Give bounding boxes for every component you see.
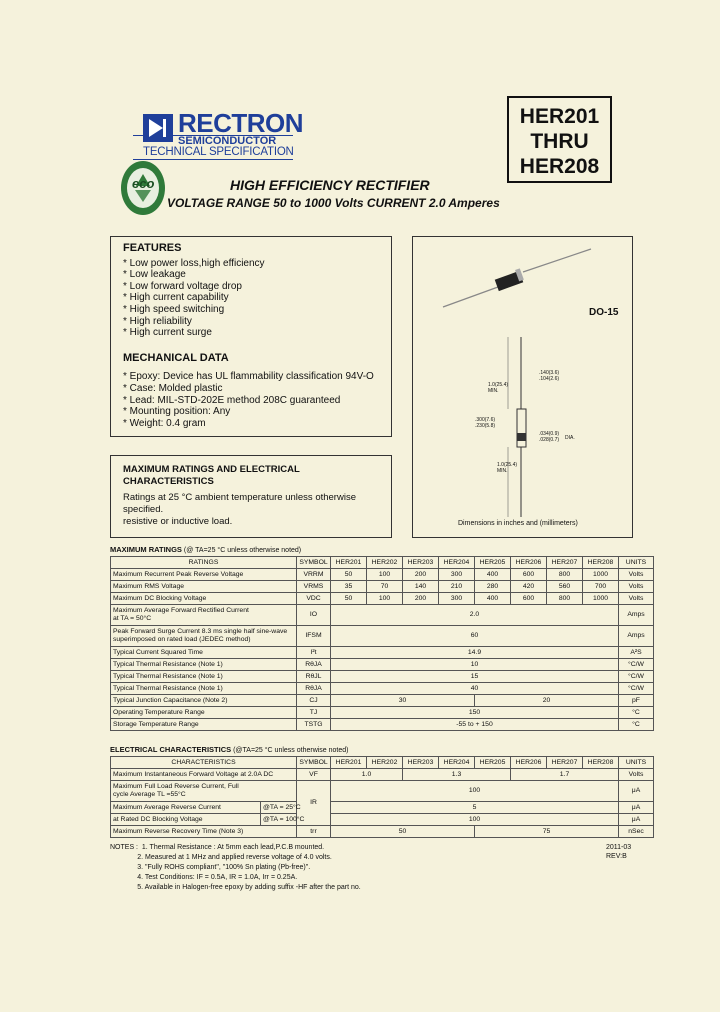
feature-item: * Low leakage [123, 269, 186, 281]
dim-dia-label: DIA. [565, 435, 575, 441]
dim-lead-min-bottom: MIN. [497, 468, 508, 474]
revision-block [606, 843, 631, 861]
electrical-table [110, 756, 654, 838]
ratings-intro-line: resistive or inductive load. [123, 516, 233, 527]
dim-body-len-max: .300(7.6) [475, 417, 496, 423]
page-subtitle: VOLTAGE RANGE 50 to 1000 Volts CURRENT 2.0 Amperes [167, 196, 500, 210]
mechanical-item: * Lead: MIL-STD-202E method 208C guaranteed [123, 394, 341, 406]
note-line: NOTES : 1. Thermal Resistance : At 5mm each lead,P.C.B mounted. [110, 844, 325, 851]
package-diagram-box [412, 236, 633, 538]
table-row: Maximum Average Forward Rectified Current at TA = 50°C IO 2.0 Amps [111, 605, 654, 626]
feature-item: * High current capability [123, 292, 229, 304]
mechanical-item: * Epoxy: Device has UL flammability classification 94V-O [123, 371, 374, 383]
max-ratings-condition: (@ TA=25 °C unless otherwise noted) [183, 547, 302, 554]
header-cell: HER202 [367, 557, 403, 569]
header-cell: HER204 [439, 557, 475, 569]
revision-date: 2011-03 [606, 844, 632, 851]
part-number-box [507, 96, 612, 183]
header-cell: HER201 [331, 557, 367, 569]
note-line: 2. Measured at 1 MHz and applied reverse voltage of 4.0 volts. [110, 854, 332, 861]
header-cell: HER203 [403, 557, 439, 569]
table-row: Operating Temperature Range TJ 150 °C [111, 707, 654, 719]
dim-body-len-min: .230(5.8) [475, 423, 496, 429]
dim-lead-length-top: 1.0(25.4) [488, 382, 509, 388]
technical-spec-label: TECHNICAL SPECIFICATION [143, 146, 294, 158]
notes [110, 843, 361, 893]
table-row: Typical Thermal Resistance (Note 1) RθJL 15 °C/W [111, 671, 654, 683]
part-line-3: HER208 [519, 155, 600, 178]
feature-item: * High current surge [123, 327, 212, 339]
table-row: at Rated DC Blocking Voltage @TA = 100°C 100 μA [111, 814, 654, 826]
brand-name: RECTRON [178, 108, 304, 138]
table-row: Storage Temperature Range TSTG -55 to + 150 °C [111, 719, 654, 731]
table-row: Typical Thermal Resistance (Note 1) RθJA 10 °C/W [111, 659, 654, 671]
header-cell: HER208 [583, 557, 619, 569]
table-row: Maximum RMS Voltage VRMS 35 70 140 210 280 420 560 700 Volts [111, 581, 654, 593]
table-row: Maximum Instantaneous Forward Voltage at 2.0A DC VF 1.0 1.3 1.7 Volts [111, 769, 654, 781]
header-cell: HER205 [475, 557, 511, 569]
features-box [110, 236, 392, 437]
part-line-1: HER201 [519, 105, 600, 128]
dim-lead-min-top: MIN. [488, 388, 499, 394]
table-header-row [111, 557, 654, 569]
feature-item: * High speed switching [123, 303, 225, 315]
elec-condition: (@TA=25 °C unless otherwise noted) [233, 747, 349, 754]
dim-lead-length-bottom: 1.0(25.4) [497, 462, 518, 468]
package-label: DO-15 [589, 307, 619, 318]
diode-drawing [413, 237, 632, 537]
part-line-2: THRU [530, 130, 589, 153]
note-line: 3. "Fully ROHS compliant", "100% Sn plating (Pb-free)". [110, 864, 311, 871]
note-line: 4. Test Conditions: IF = 0.5A, IR = 1.0A, Irr = 0.25A. [110, 874, 298, 881]
dimension-caption: Dimensions in inches and (millimeters) [458, 520, 578, 527]
dim-lead-dia-min: .028(0.7) [539, 437, 560, 443]
features-heading: FEATURES [123, 242, 182, 254]
dim-lead-dia-max: .034(0.9) [539, 431, 560, 437]
page-title: HIGH EFFICIENCY RECTIFIER [230, 177, 430, 193]
header-cell: HER206 [511, 557, 547, 569]
eco-label: eco [132, 176, 155, 191]
dim-body-dia-max: .140(3.6) [539, 370, 560, 376]
feature-item: * Low power loss,high efficiency [123, 257, 265, 269]
header-cell: UNITS [619, 557, 654, 569]
table-row: Maximum Reverse Recovery Time (Note 3) trr 50 75 nSec [111, 826, 654, 838]
ratings-intro-box [110, 455, 392, 538]
feature-item: * Low forward voltage drop [123, 280, 242, 292]
ratings-intro-line: Ratings at 25 °C ambient temperature unless otherwise specified. [123, 492, 356, 515]
table-row: Maximum Recurrent Peak Reverse Voltage VRRM 50 100 200 300 400 600 800 1000 Volts [111, 569, 654, 581]
mechanical-item: * Mounting position: Any [123, 406, 231, 418]
revision-code: REV:B [606, 853, 627, 860]
max-ratings-table [110, 556, 654, 731]
table-row: Typical Current Squared Time I²t 14.9 A²S [111, 647, 654, 659]
table-row: Peak Forward Surge Current 8.3 ms single half sine-wave superimposed on rated load (JEDEC method) IFSM 60 Amps [111, 626, 654, 647]
ratings-intro-heading: MAXIMUM RATINGS AND ELECTRICAL CHARACTERISTICS [123, 464, 300, 487]
max-ratings-title: MAXIMUM RATINGS [110, 545, 182, 554]
table-row: Typical Thermal Resistance (Note 1) RθJA 40 °C/W [111, 683, 654, 695]
table-row: Maximum DC Blocking Voltage VDC 50 100 200 300 400 600 800 1000 Volts [111, 593, 654, 605]
table-row: Maximum Full Load Reverse Current, Full cycle Average TL =55°C IR 100 μA [111, 781, 654, 802]
mechanical-heading: MECHANICAL DATA [123, 351, 229, 364]
mechanical-item: * Weight: 0.4 gram [123, 417, 206, 429]
feature-item: * High reliability [123, 315, 192, 327]
header-cell: SYMBOL [297, 557, 331, 569]
dim-body-dia-min: .104(2.6) [539, 376, 560, 382]
elec-title: ELECTRICAL CHARACTERISTICS [110, 745, 232, 754]
table-header-row: CHARACTERISTICS SYMBOL HER201 HER202 HER203 HER204 HER205 HER206 HER207 HER208 UNITS [111, 757, 654, 769]
rectron-logo-icon [143, 114, 173, 142]
table-row: Maximum Average Reverse Current @TA = 25°C 5 μA [111, 802, 654, 814]
table-row: Typical Junction Capacitance (Note 2) CJ 30 20 pF [111, 695, 654, 707]
header-cell: RATINGS [111, 557, 297, 569]
header-cell: HER207 [547, 557, 583, 569]
eco-rohs-badge-icon [120, 160, 166, 216]
mechanical-item: * Case: Molded plastic [123, 382, 223, 394]
brand-subtitle: SEMICONDUCTOR [178, 135, 277, 147]
note-line: 5. Available in Halogen-free epoxy by adding suffix -HF after the part no. [110, 884, 361, 891]
